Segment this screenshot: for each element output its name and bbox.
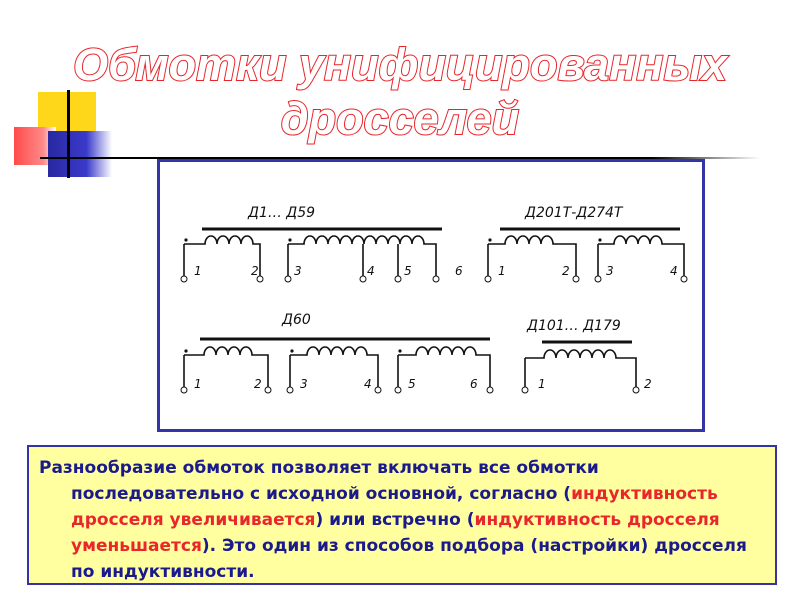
note-text: ) или встречно (: [315, 510, 475, 530]
pin-label: 5: [408, 377, 416, 391]
pin-label: 4: [367, 264, 375, 278]
pin-label: 3: [300, 377, 308, 391]
title-line-2: дросселей: [280, 93, 520, 144]
title-line-1: Обмотки унифицированных: [73, 39, 727, 90]
pin-label: 4: [364, 377, 372, 391]
explanation-text: [39, 455, 765, 585]
note-text: ). Это один из способов подбора (настройки) дросселя по индуктивности.: [71, 536, 747, 582]
pin-label: 6: [470, 377, 478, 391]
group-label-d60: Д60: [282, 312, 311, 328]
winding-3-4-5-6: [285, 236, 439, 282]
pin-label: 2: [644, 377, 652, 391]
diagram-frame: [157, 159, 705, 432]
group-label-d1-d59: Д1… Д59: [248, 205, 316, 221]
note-text: Разнообразие обмоток позволяет включать все обмотки последовательно с исходной основной, согласно (: [39, 458, 599, 504]
pin-label: 3: [606, 264, 614, 278]
pin-label: 1: [538, 377, 546, 391]
pin-label: 6: [455, 264, 463, 278]
pin-label: 2: [562, 264, 570, 278]
note-highlight-increase: индуктивность дросселя увеличивается: [71, 484, 718, 530]
pin-label: 3: [294, 264, 302, 278]
pin-label: 1: [498, 264, 506, 278]
pin-label: 1: [194, 377, 202, 391]
pin-label: 2: [254, 377, 262, 391]
group-label-d201t-d274t: Д201Т-Д274Т: [525, 205, 623, 221]
pin-label: 1: [194, 264, 202, 278]
group-label-d101-d179: Д101… Д179: [527, 318, 621, 334]
windings-diagram: [160, 162, 702, 429]
pin-label: 5: [404, 264, 412, 278]
slide-title: [0, 38, 800, 146]
pin-label: 2: [251, 264, 259, 278]
pin-label: 4: [670, 264, 678, 278]
explanation-box: [27, 445, 777, 585]
note-highlight-decrease: индуктивность дросселя уменьшается: [71, 510, 720, 556]
